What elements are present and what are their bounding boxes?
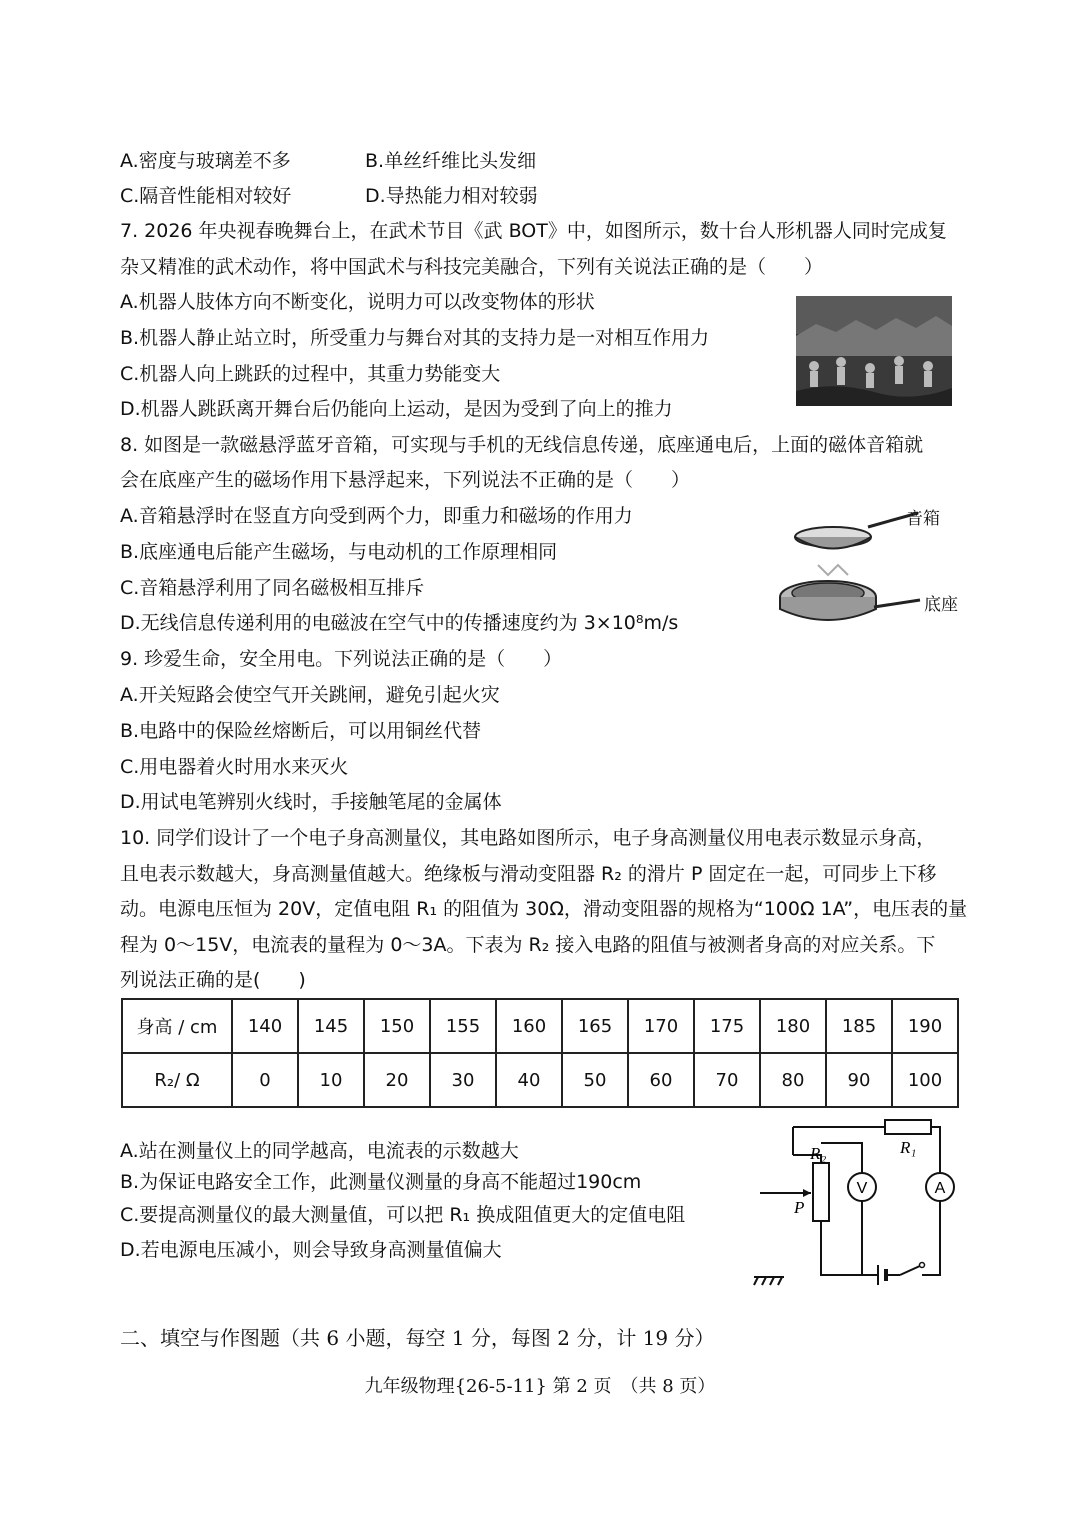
table-cell: 170	[628, 999, 694, 1053]
q8-option-c: C.音箱悬浮利用了同名磁极相互排斥	[120, 577, 425, 599]
q10-stem-line5: 列说法正确的是( )	[120, 969, 306, 991]
table-cell: 50	[562, 1053, 628, 1107]
q10-stem-line1: 10. 同学们设计了一个电子身高测量仪，其电路如图所示，电子身高测量仪用电表示数显示身高，	[120, 827, 936, 849]
table-row-resistance	[122, 1053, 958, 1107]
table-cell: 155	[430, 999, 496, 1053]
table-cell: 70	[694, 1053, 760, 1107]
q6-option-a: A.密度与玻璃差不多	[120, 150, 291, 172]
table-cell: 160	[496, 999, 562, 1053]
q8-option-a: A.音箱悬浮时在竖直方向受到两个力，即重力和磁场的作用力	[120, 505, 633, 527]
speaker-label: 音箱	[906, 509, 940, 529]
q9-option-c: C.用电器着火时用水来灭火	[120, 756, 349, 778]
base-label: 底座	[924, 595, 958, 615]
table-header-resistance: R₂/ Ω	[122, 1053, 232, 1107]
q10-option-c: C.要提高测量仪的最大测量值，可以把 R₁ 换成阻值更大的定值电阻	[120, 1204, 686, 1226]
q6-option-b: B.单丝纤维比头发细	[365, 150, 537, 172]
table-cell: 80	[760, 1053, 826, 1107]
q7-stem-line1: 7. 2026 年央视春晚舞台上，在武术节目《武 BOT》中，如图所示，数十台人形机器人同时完成复	[120, 220, 947, 242]
ammeter-label: A	[934, 1180, 946, 1197]
table-cell: 185	[826, 999, 892, 1053]
q9-stem: 9. 珍爱生命，安全用电。下列说法正确的是（ ）	[120, 648, 563, 670]
table-cell: 175	[694, 999, 760, 1053]
table-cell: 30	[430, 1053, 496, 1107]
table-cell: 180	[760, 999, 826, 1053]
q10-stem-line3: 动。电源电压恒为 20V，定值电阻 R₁ 的阻值为 30Ω，滑动变阻器的规格为“100Ω 1A”，电压表的量	[120, 898, 968, 920]
table-cell: 40	[496, 1053, 562, 1107]
r1-label: R₁	[900, 1138, 917, 1157]
table-cell: 140	[232, 999, 298, 1053]
q8-stem-line2: 会在底座产生的磁场作用下悬浮起来，下列说法不正确的是（ ）	[120, 469, 691, 491]
height-resistance-table	[121, 998, 959, 1108]
table-cell: 90	[826, 1053, 892, 1107]
q8-option-b: B.底座通电后能产生磁场，与电动机的工作原理相同	[120, 541, 558, 563]
q6-option-c: C.隔音性能相对较好	[120, 185, 292, 207]
table-cell: 100	[892, 1053, 958, 1107]
robot-photo	[796, 296, 952, 406]
q10-stem-line4: 程为 0～15V，电流表的量程为 0～3A。下表为 R₂ 接入电路的阻值与被测者身高的对应关系。下	[120, 934, 936, 956]
q10-stem-line2: 且电表示数越大，身高测量值越大。绝缘板与滑动变阻器 R₂ 的滑片 P 固定在一起，可同步上下移	[120, 863, 937, 885]
q9-option-b: B.电路中的保险丝熔断后，可以用铜丝代替	[120, 720, 482, 742]
section-2-heading: 二、填空与作图题（共 6 小题，每空 1 分，每图 2 分，计 19 分）	[120, 1326, 715, 1350]
q9-option-a: A.开关短路会使空气开关跳闸，避免引起火灾	[120, 684, 500, 706]
table-cell: 20	[364, 1053, 430, 1107]
r2-label: R₂	[810, 1144, 827, 1163]
page-footer: 九年级物理{26-5-11} 第 2 页 （共 8 页）	[364, 1376, 716, 1397]
table-cell: 165	[562, 999, 628, 1053]
q7-option-d: D.机器人跳跃离开舞台后仍能向上运动，是因为受到了向上的推力	[120, 398, 673, 420]
circuit-diagram	[750, 1115, 975, 1290]
table-header-height: 身高 / cm	[122, 999, 232, 1053]
q10-option-a: A.站在测量仪上的同学越高，电流表的示数越大	[120, 1140, 519, 1162]
q7-option-c: C.机器人向上跳跃的过程中，其重力势能变大	[120, 363, 501, 385]
q7-option-a: A.机器人肢体方向不断变化，说明力可以改变物体的形状	[120, 291, 595, 313]
table-row-height	[122, 999, 958, 1053]
q6-option-d: D.导热能力相对较弱	[365, 185, 538, 207]
table-cell: 10	[298, 1053, 364, 1107]
q9-option-d: D.用试电笔辨别火线时，手接触笔尾的金属体	[120, 791, 502, 813]
q7-option-b: B.机器人静止站立时，所受重力与舞台对其的支持力是一对相互作用力	[120, 327, 710, 349]
voltmeter-label: V	[856, 1180, 868, 1197]
slider-p-label: P	[794, 1198, 805, 1217]
table-cell: 150	[364, 999, 430, 1053]
table-cell: 190	[892, 999, 958, 1053]
q10-option-d: D.若电源电压减小，则会导致身高测量值偏大	[120, 1239, 502, 1261]
table-cell: 0	[232, 1053, 298, 1107]
q8-stem-line1: 8. 如图是一款磁悬浮蓝牙音箱，可实现与手机的无线信息传递，底座通电后，上面的磁体音箱就	[120, 434, 924, 456]
q10-option-b: B.为保证电路安全工作，此测量仪测量的身高不能超过190cm	[120, 1171, 642, 1193]
table-cell: 60	[628, 1053, 694, 1107]
q8-option-d: D.无线信息传递利用的电磁波在空气中的传播速度约为 3×10⁸m/s	[120, 612, 679, 634]
table-cell: 145	[298, 999, 364, 1053]
q7-stem-line2: 杂又精准的武术动作，将中国武术与科技完美融合，下列有关说法正确的是（ ）	[120, 256, 824, 278]
